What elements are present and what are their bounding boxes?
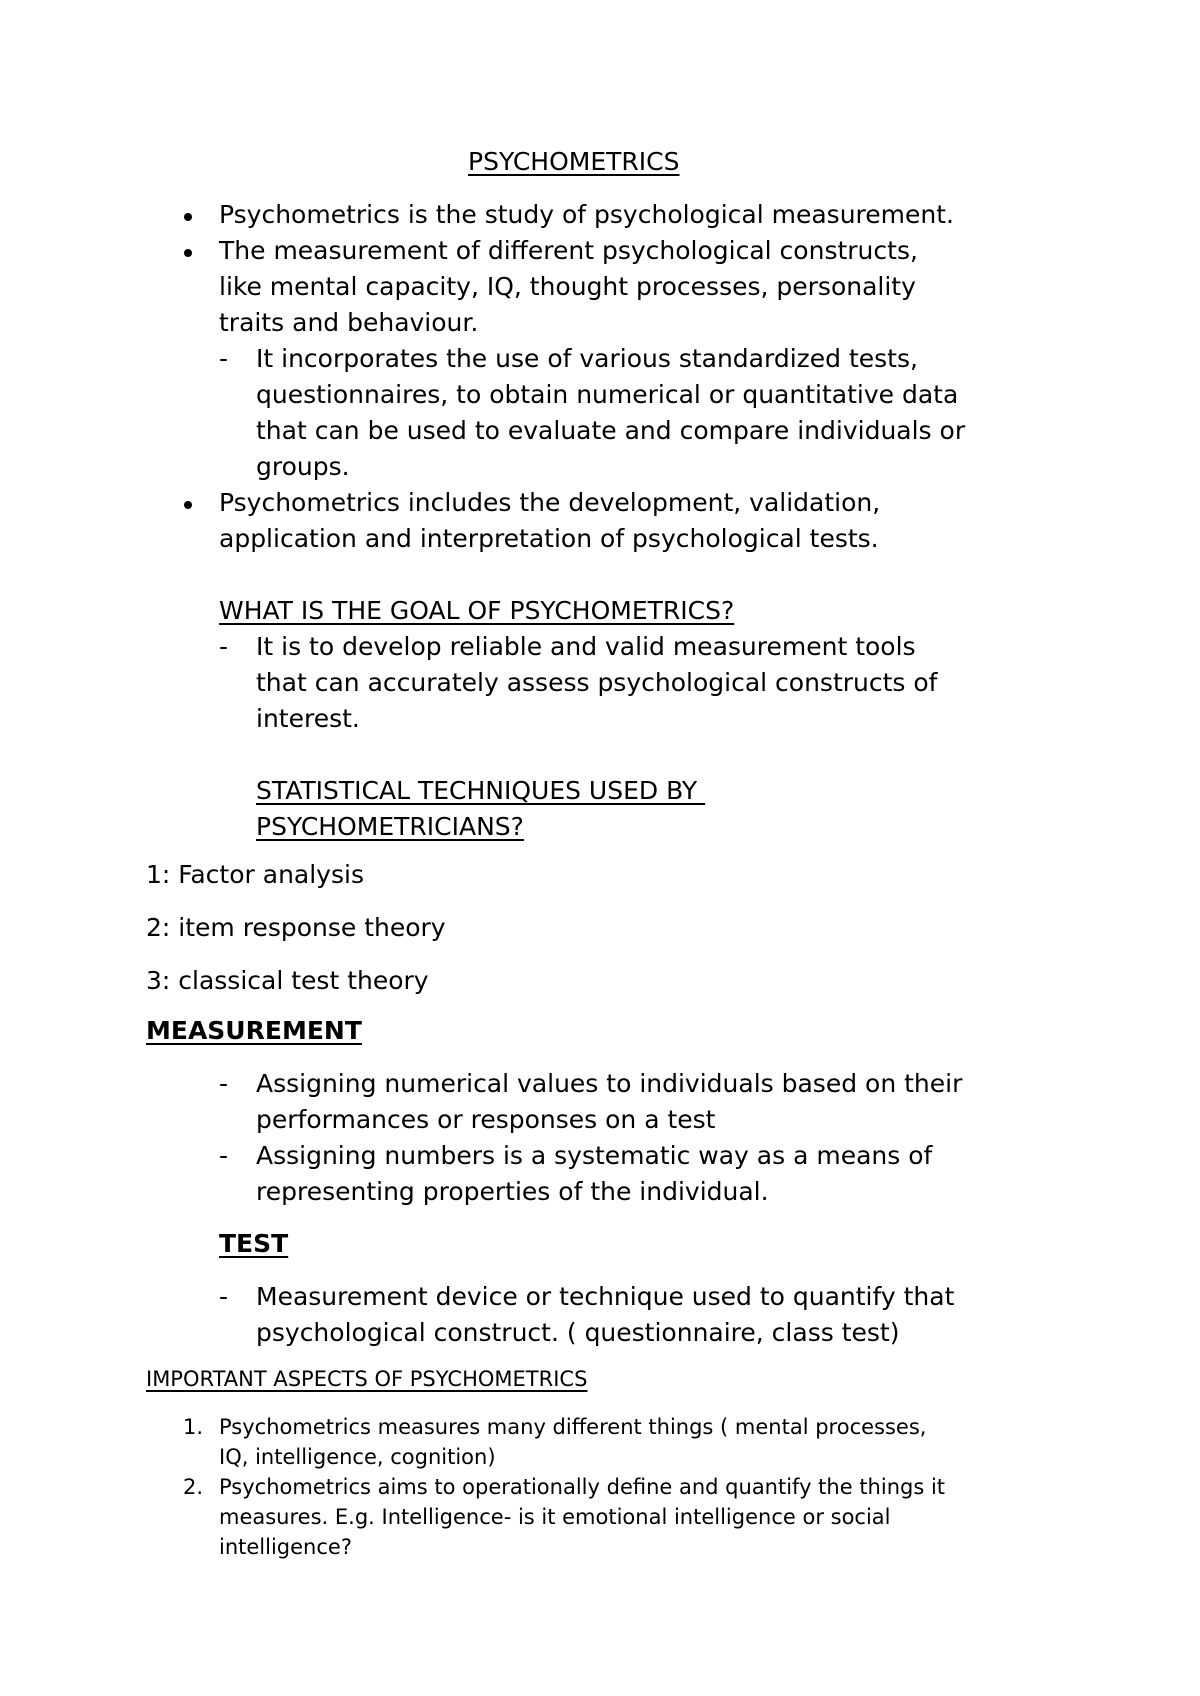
aspect-1-line-2: IQ, intelligence, cognition) <box>219 1445 496 1469</box>
technique-item: 1: Factor analysis <box>146 860 364 889</box>
aspect-2-line-1: Psychometrics aims to operationally define and quantify the things it <box>219 1475 946 1499</box>
dash-marker: - <box>219 344 229 373</box>
dash-marker: - <box>219 632 229 661</box>
test-heading: TEST <box>219 1229 289 1258</box>
aspects-heading: IMPORTANT ASPECTS OF PSYCHOMETRICS <box>146 1367 588 1391</box>
bullet-2-line-3: traits and behaviour. <box>219 308 479 337</box>
bullet-icon <box>184 501 192 509</box>
techniques-heading-line-2: PSYCHOMETRICIANS? <box>256 812 524 841</box>
measurement-item-1-line-1: Assigning numerical values to individuals based on their <box>256 1069 963 1098</box>
bullet-3-line-2: application and interpretation of psychological tests. <box>219 524 879 553</box>
aspect-number: 1. <box>183 1415 204 1439</box>
bullet-2-line-2: like mental capacity, IQ, thought processes, personality <box>219 272 916 301</box>
aspect-number: 2. <box>183 1475 204 1499</box>
measurement-item-2-line-2: representing properties of the individual. <box>256 1177 769 1206</box>
sub-item-line-4: groups. <box>256 452 350 481</box>
goal-heading: WHAT IS THE GOAL OF PSYCHOMETRICS? <box>219 596 735 625</box>
dash-marker: - <box>219 1282 229 1311</box>
page-title: PSYCHOMETRICS <box>468 147 680 176</box>
aspect-2-line-3: intelligence? <box>219 1535 352 1559</box>
dash-marker: - <box>219 1141 229 1170</box>
technique-item: 3: classical test theory <box>146 966 429 995</box>
measurement-item-1-line-2: performances or responses on a test <box>256 1105 716 1134</box>
aspect-1-line-1: Psychometrics measures many different things ( mental processes, <box>219 1415 927 1439</box>
goal-line-2: that can accurately assess psychological constructs of <box>256 668 938 697</box>
test-line-2: psychological construct. ( questionnaire, class test) <box>256 1318 900 1347</box>
techniques-heading-line-1: STATISTICAL TECHNIQUES USED BY <box>256 776 706 805</box>
test-line-1: Measurement device or technique used to quantify that <box>256 1282 955 1311</box>
sub-item-line-2: questionnaires, to obtain numerical or quantitative data <box>256 380 959 409</box>
measurement-item-2-line-1: Assigning numbers is a systematic way as a means of <box>256 1141 933 1170</box>
bullet-1-line-1: Psychometrics is the study of psychological measurement. <box>219 200 954 229</box>
goal-line-1: It is to develop reliable and valid measurement tools <box>256 632 916 661</box>
dash-marker: - <box>219 1069 229 1098</box>
measurement-heading: MEASUREMENT <box>146 1016 362 1045</box>
bullet-3-line-1: Psychometrics includes the development, validation, <box>219 488 881 517</box>
bullet-2-line-1: The measurement of different psychological constructs, <box>219 236 918 265</box>
goal-line-3: interest. <box>256 704 360 733</box>
bullet-icon <box>184 213 192 221</box>
bullet-icon <box>184 249 192 257</box>
technique-item: 2: item response theory <box>146 913 446 942</box>
sub-item-line-3: that can be used to evaluate and compare individuals or <box>256 416 966 445</box>
aspect-2-line-2: measures. E.g. Intelligence- is it emotional intelligence or social <box>219 1505 891 1529</box>
sub-item-line-1: It incorporates the use of various standardized tests, <box>256 344 918 373</box>
